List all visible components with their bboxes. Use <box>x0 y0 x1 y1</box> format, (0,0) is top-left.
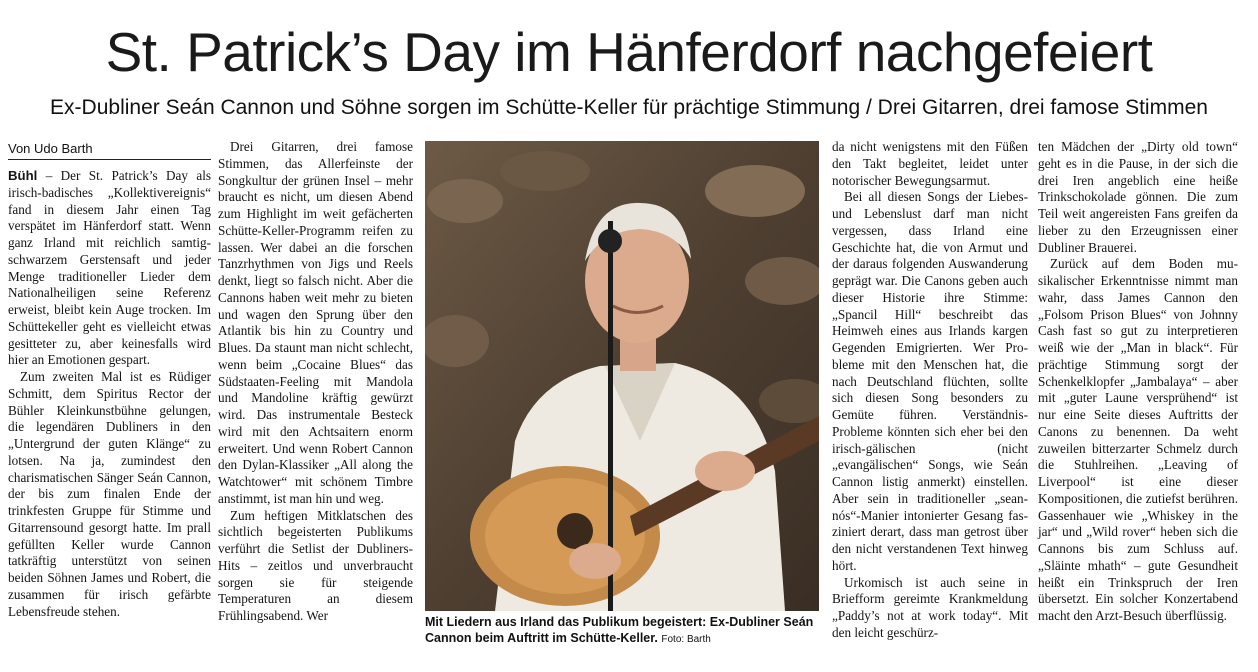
article-column-4 <box>1038 139 1238 669</box>
photo-caption <box>425 614 819 648</box>
paragraph: Zum heftigen Mitklatschen des sichtlich begeisterten Publikums verführt die Setlist der Dubliners-Hits – zeitlos und unverbraucht sorgen sie für steigende Temperaturen an diesem Frühlingsabend. Wer <box>218 507 413 623</box>
article-photo <box>425 141 819 611</box>
paragraph: Zurück auf dem Boden musikalischer Erkenntnisse nimmt man wahr, dass James Cannon den „Folsom Prison Blues“ von Johnny Cash fast so gut zu interpretieren weiß wie der „Man in black“. Für prächtige Stimmung sorgt der Schenkelklopfer „Jambalaya“ – aber mit „guter Laune versprühend“ ist nur eine Seite dieses Auftritts der Canons zu benennen. Da weht zuweilen bitterzarter Schmelz durch die Stuhlreihen. „Leaving of Liverpool“ ist eine dieser Kompositionen, die zutiefst berühren. Gassenhauer wie „Whiskey in the jar“ und „Wild rover“ heben sich die Cannons bis zum Schluss auf. „Släinte mhath“ – gute Gesundheit heißt ein Trinkspruch der Iren übersetzt. Ein solcher Konzertabend macht den Arzt-Besuch überflüssig. <box>1038 256 1238 623</box>
paragraph: Bei all diesen Songs der Liebes- und Lebenslust darf man nicht vergessen, dass Irland eine Geschichte hat, die von Armut und der daraus folgenden Auswanderung geprägt war. Die Canons geben auch dieser Historie ihre Stimme: „Spancil Hill“ beschreibt das Heimweh eines aus Irlands kargen Gegenden Emigrierten. Wer Probleme mit den Menschen hat, die nach Deutschland flüchten, sollte sich diesen Song besonders zu Gemüte führen. Verständnis-Probleme könnten sich eher bei den irisch-gälischen (nicht „evangälischen“ Songs, wie Seán Cannon listig anmerkt) einstellen. Aber sein in traditioneller „sean-nós“-Manier intonierter Gesang fasziniert derart, dass man getrost über den nicht verstandenen Text hinweg hört. <box>832 189 1028 573</box>
article-column-3 <box>832 139 1028 669</box>
paragraph: ten Mädchen der „Dirty old town“ geht es in die Pause, in der sich die drei Iren angeblich eine heiße Trinkschokolade gönnen. Die zum Teil weit angereisten Fans greifen da lieber zu den Erzeugnissen einer Dubliner Brauerei. <box>1038 139 1238 255</box>
headline: St. Patrick’s Day im Hänferdorf nachgefeiert <box>105 21 1153 83</box>
paragraph <box>8 168 211 369</box>
photo-credit: Foto: Barth <box>661 634 711 645</box>
paragraph: Urkomisch ist auch seine in Briefform gereimte Krankmeldung „Paddy’s not at work today“. Mit den leicht geschürz- <box>832 574 1028 640</box>
caption-text: Mit Liedern aus Irland das Publikum begeistert: Ex-Dubliner Seán Cannon beim Auftritt im Schütte-Keller. <box>425 615 814 645</box>
byline: Von Udo Barth <box>8 141 211 160</box>
article-column-1 <box>8 168 211 668</box>
subheadline: Ex-Dubliner Seán Cannon und Söhne sorgen im Schütte-Keller für prächtige Stimmung / Drei Gitarren, drei famose Stimmen <box>50 96 1208 119</box>
paragraph: Drei Gitarren, drei famose Stimmen, das Allerfeinste der Songkultur der grünen Insel – mehr braucht es nicht, um diesen Abend zum Highlight im weit gefächerten Schütte-Keller-Programm reifen zu lassen. Wer dabei an die forschen Tanzrhythmen von Jigs und Reels denkt, liegt so falsch nicht. Aber die Cannons haben weit mehr zu bieten und wagen den Sprung über den Atlantik bis hin zu Country und Blues. Da staunt man nicht schlecht, wenn beim „Cocaine Blues“ das Südstaaten-Feeling mit Mandola und Mandoline kräftig gewürzt wird. Das instrumentale Besteck wird mit den Achtsaitern enorm erweitert. Und wenn Robert Cannon den Dylan-Klassiker „All along the Watchtower“ mit schönem Timbre anstimmt, ist man hin und weg. <box>218 139 413 506</box>
paragraph: Zum zweiten Mal ist es Rüdiger Schmitt, dem Spiritus Rector der Bühler Kleinkunstbühne gelungen, die legendären Dubliners in den „Untergrund der guten Klänge“ zu lotsen. Na ja, zumindest den charismatischen Sänger Seán Cannon, der bis zum finalen Ende der trinkfesten Gruppe für Stimme und Gitarrensound gesorgt hatte. Im prall gefüllten Keller wurde Cannon tatkräftig unterstützt von seinen beiden Söhnen James und Robert, die zusammen für irisch gefärbte Lebensfreude stehen. <box>8 369 211 619</box>
paragraph-text: – Der St. Patrick’s Day als irisch-badisches „Kollektivereignis“ fand in diesem Jahr einen Tag verspätet im Hänferdorf statt. Wenn ganz Irland mit reichlich samtig-schwarzem Gerstensaft und jeder Menge traditioneller Lieder dem Nationalheiligen seine Referenz erweist, bleibt kein Auge trocken. Im Schüttekeller geht es vielleicht etwas gesitteter zu, aber keinesfalls wird hier an Emotionen gespart. <box>8 168 211 368</box>
dateline: Bühl <box>8 168 38 183</box>
article-column-2 <box>218 139 413 669</box>
paragraph: da nicht wenigstens mit den Füßen den Takt begleitet, leidet unter notorischer Bewegungsarmut. <box>832 139 1028 188</box>
photo-musician-illustration <box>425 141 819 611</box>
